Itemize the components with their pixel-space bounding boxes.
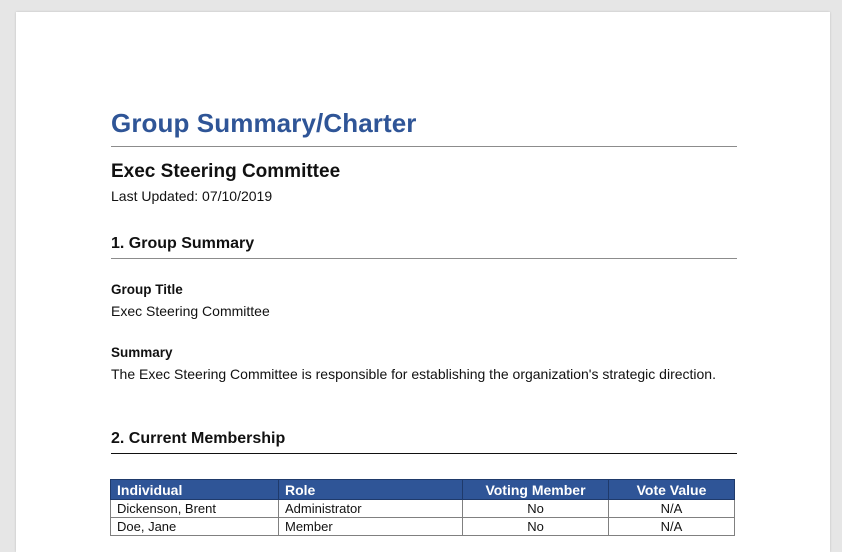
cell-voting-member: No — [463, 500, 609, 518]
column-header-individual: Individual — [111, 480, 279, 500]
cell-vote-value: N/A — [609, 518, 735, 536]
section-divider — [111, 453, 737, 454]
table-row — [111, 518, 735, 536]
cell-individual: Doe, Jane — [111, 518, 279, 536]
cell-role: Member — [279, 518, 463, 536]
section-heading-current-membership: 2. Current Membership — [111, 430, 286, 447]
field-label-group-title: Group Title — [111, 282, 183, 297]
field-value-group-title: Exec Steering Committee — [111, 303, 270, 319]
field-label-summary: Summary — [111, 345, 173, 360]
title-divider — [111, 146, 737, 147]
field-value-summary: The Exec Steering Committee is responsible for establishing the organization's strategic direction. — [111, 366, 716, 382]
column-header-role: Role — [279, 480, 463, 500]
cell-vote-value: N/A — [609, 500, 735, 518]
cell-voting-member: No — [463, 518, 609, 536]
membership-table — [110, 479, 735, 536]
section-heading-group-summary: 1. Group Summary — [111, 235, 255, 252]
column-header-voting-member: Voting Member — [463, 480, 609, 500]
table-header-row — [111, 480, 735, 500]
column-header-vote-value: Vote Value — [609, 480, 735, 500]
cell-role: Administrator — [279, 500, 463, 518]
last-updated-text: Last Updated: 07/10/2019 — [111, 188, 273, 204]
table-row — [111, 500, 735, 518]
group-name-heading: Exec Steering Committee — [111, 161, 341, 182]
cell-individual: Dickenson, Brent — [111, 500, 279, 518]
section-divider — [111, 258, 737, 259]
document-page — [16, 12, 830, 552]
document-title: Group Summary/Charter — [111, 108, 417, 138]
